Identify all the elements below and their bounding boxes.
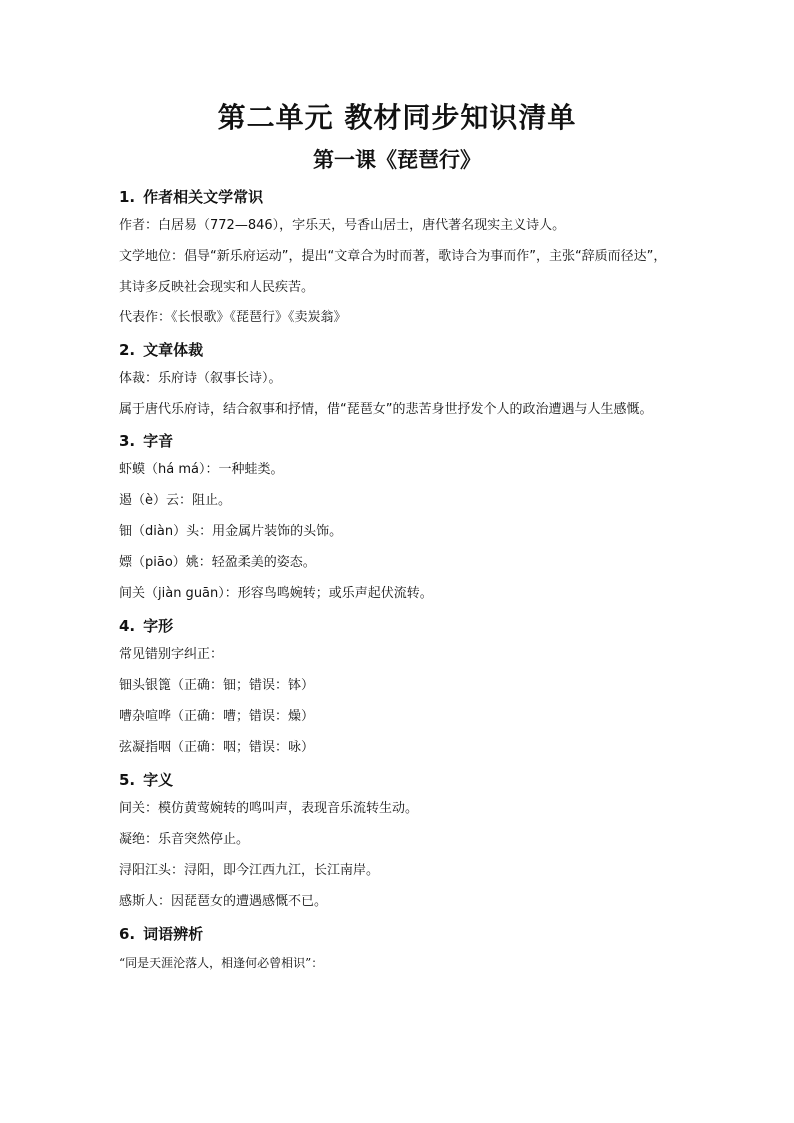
section-heading-word-analysis (119, 924, 679, 944)
knowledge-list (119, 182, 679, 985)
text-line: 作者：白居易（772—846），字乐天，号香山居士，唐代著名现实主义诗人。 (119, 218, 566, 233)
text-line: 嫖（piāo）姚：轻盈柔美的姿态。 (119, 555, 316, 570)
section-title: 文章体裁 (143, 341, 204, 359)
section-heading-author (119, 187, 679, 207)
page-title: 第二单元 教材同步知识清单 (217, 101, 577, 134)
section-heading-genre (119, 340, 679, 360)
section-heading-glyph (119, 616, 679, 636)
section-title: 词语辨析 (143, 925, 204, 943)
text-line: 间关：模仿黄莺婉转的鸣叫声，表现音乐流转生动。 (119, 801, 419, 816)
lesson-title: 第一课《琵琶行》 (313, 148, 481, 172)
text-paragraph: 文学地位：倡导“新乐府运动”，提出“文章合为时而著，歌诗合为事而作”，主张“辞质而径达”，其诗多反映社会现实和人民疾苦。 (119, 249, 667, 295)
section-title: 字形 (143, 617, 174, 635)
text-line: 间关（jiàn guān）：形容鸟鸣婉转；或乐声起伏流转。 (119, 586, 433, 601)
section-title: 作者相关文学常识 (143, 188, 264, 206)
text-line: 弦凝指咽（正确：咽；错误：咏） (119, 740, 315, 755)
text-line: 感斯人：因琵琶女的遭遇感慨不已。 (119, 894, 328, 909)
text-line: 代表作：《长恨歌》《琵琶行》《卖炭翁》 (119, 310, 347, 325)
text-paragraph: 属于唐代乐府诗，结合叙事和抒情，借“琵琶女”的悲苦身世抒发个人的政治遭遇与人生感慨。 (119, 402, 653, 417)
text-line: 凝绝：乐音突然停止。 (119, 832, 250, 847)
section-number: 5. (119, 771, 136, 789)
section-number: 3. (119, 432, 136, 450)
section-title: 字音 (143, 432, 174, 450)
text-line: 常见错别字纠正： (119, 647, 224, 662)
section-number: 2. (119, 341, 136, 359)
text-line: 浔阳江头：浔阳，即今江西九江，长江南岸。 (119, 863, 380, 878)
section-title: 字义 (143, 771, 174, 789)
text-line: 钿（diàn）头：用金属片装饰的头饰。 (119, 524, 343, 539)
text-line: 嘈杂喧哗（正确：嘈；错误：燥） (119, 709, 315, 724)
section-number: 6. (119, 925, 136, 943)
text-line: 遏（è）云：阻止。 (119, 493, 231, 508)
section-number: 1. (119, 188, 136, 206)
text-line: “同是天涯沦落人，相逢何必曾相识”： (119, 956, 324, 970)
text-line: 体裁：乐府诗（叙事长诗）。 (119, 371, 282, 386)
section-heading-meaning (119, 770, 679, 790)
text-line: 钿头银篦（正确：钿；错误：钵） (119, 678, 315, 693)
section-heading-pronunciation (119, 431, 679, 451)
section-number: 4. (119, 617, 136, 635)
text-line: 虾蟆（há má）：一种蛙类。 (119, 462, 284, 477)
